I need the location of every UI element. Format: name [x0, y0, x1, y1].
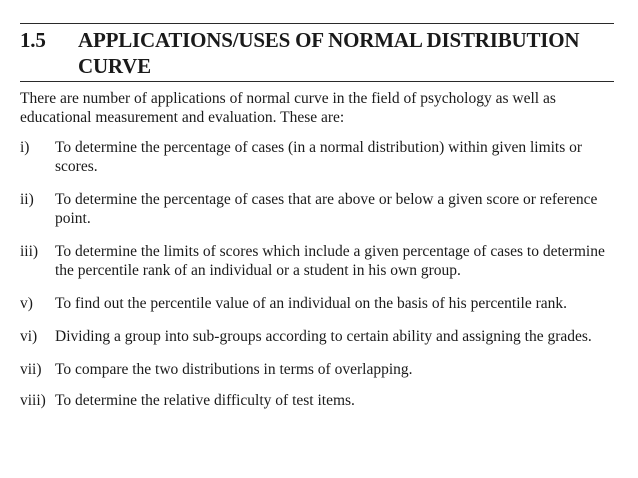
list-item	[20, 138, 620, 176]
list-item	[20, 360, 620, 379]
applications-list	[20, 138, 620, 422]
list-item-text: To compare the two distributions in terms of overlapping.	[55, 361, 413, 378]
list-item-marker: viii)	[20, 392, 46, 409]
list-item-text: To find out the percentile value of an individual on the basis of his percentile rank.	[55, 295, 567, 312]
list-item	[20, 391, 620, 410]
list-item-text: To determine the percentage of cases (in a normal distribution) within given limits or scores.	[55, 139, 583, 175]
list-item-text: To determine the relative difficulty of test items.	[55, 392, 355, 409]
list-item	[20, 294, 620, 313]
list-item-text: To determine the percentage of cases that are above or below a given score or reference point.	[55, 191, 598, 227]
list-item-text: To determine the limits of scores which include a given percentage of cases to determine the percentile rank of an individual or a student in his own group.	[55, 243, 605, 279]
list-item-marker: v)	[20, 295, 33, 312]
section-number: 1.5	[20, 28, 46, 52]
list-item	[20, 327, 620, 346]
list-item-text: Dividing a group into sub-groups according to certain ability and assigning the grades.	[55, 328, 592, 345]
list-item-marker: ii)	[20, 191, 34, 208]
list-item-marker: vi)	[20, 328, 38, 345]
list-item	[20, 242, 620, 280]
top-rule	[20, 23, 614, 24]
section-title: APPLICATIONS/USES OF NORMAL DISTRIBUTION CURVE	[78, 28, 580, 78]
list-item-marker: i)	[20, 139, 30, 156]
list-item-marker: iii)	[20, 243, 39, 260]
heading-underline-rule	[20, 81, 614, 82]
list-item-marker: vii)	[20, 361, 42, 378]
intro-paragraph: There are number of applications of normal curve in the field of psychology as well as educational measurement and evaluation. These are:	[20, 90, 556, 126]
list-item	[20, 190, 620, 228]
